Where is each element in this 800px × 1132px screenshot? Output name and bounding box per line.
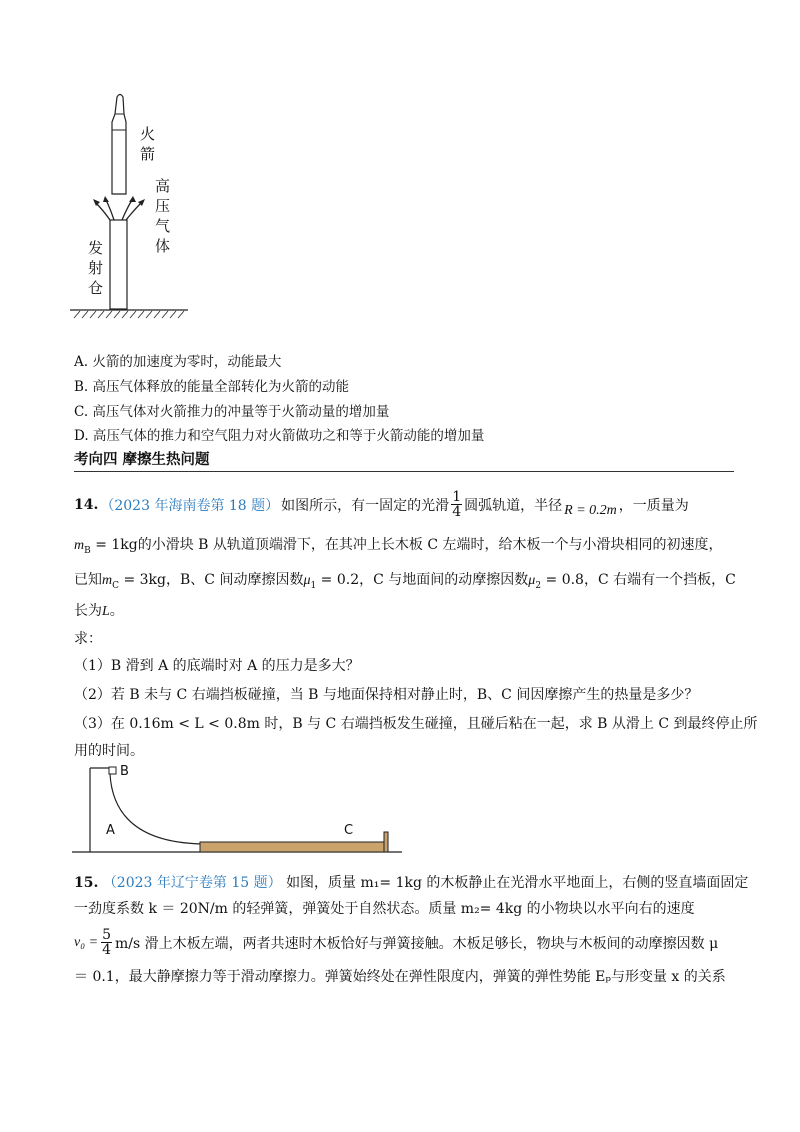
option-d: D. 高压气体的推力和空气阻力对火箭做功之和等于火箭动能的增加量 (74, 428, 485, 444)
q14-part1: （1）B 滑到 A 的底端时对 A 的压力是多大？ (74, 658, 360, 674)
velocity-fraction: $\frac{5}{4}$ (102, 927, 111, 958)
quarter-fraction: $\frac{1}{4}$ (452, 489, 462, 520)
q14-text: 如图所示，有一固定的光滑 (281, 497, 450, 514)
q15-line3: v₀ = $\frac{5}{4}$ m/s 滑上木板左端，两者共速时木板恰好与弹簧接触。木板足够长，物块与木板间的动摩擦因数 μ (74, 927, 719, 958)
gas-label: 高 压 气 体 (155, 177, 171, 255)
q15-source: （2023 年辽宁卷第 15 题） (102, 875, 282, 891)
rocket-label: 火 箭 (140, 125, 156, 163)
q14-number: 14. (74, 496, 99, 513)
q15-line1: 15. （2023 年辽宁卷第 15 题） 如图，质量 m₁= 1kg 的木板静止在光滑水平地面上，右侧的竖直墙面固定 (74, 875, 749, 891)
q14-text: ，一质量为 (618, 497, 689, 514)
label-b: B (120, 764, 129, 779)
q15-number: 15. (74, 875, 99, 891)
section-heading: 考向四 摩擦生热问题 (74, 448, 734, 472)
option-b: B. 高压气体释放的能量全部转化为火箭的动能 (74, 379, 350, 395)
q14-text: 圆弧轨道，半径 (464, 497, 563, 514)
q14-part2: （2）若 B 未与 C 右端挡板碰撞，当 B 与地面保持相对静止时，B、C 间因摩擦产生的热量是多少？ (74, 687, 699, 703)
label-c: C (344, 823, 354, 838)
q15-line2: 一劲度系数 k ＝ 20N/m 的轻弹簧，弹簧处于自然状态。质量 m₂= 4kg 的小物块以水平向右的速度 (74, 901, 695, 917)
q14-part3: （3）在 0.16m < L < 0.8m 时，B 与 C 右端挡板发生碰撞，且碰后粘在一起，求 B 从滑上 C 到最终停止所 (74, 716, 758, 732)
q14-line3: 已知$m_C = 3kg$，B、C 间动摩擦因数$\mu_1 = 0.2$，C 与地面间的动摩擦因数$\mu_2 = 0.8$，C 右端有一个挡板，C (74, 572, 736, 591)
q14-line4: 长为L。 (74, 603, 124, 619)
label-a: A (106, 823, 115, 838)
option-c: C. 高压气体对火箭推力的冲量等于火箭动量的增加量 (74, 404, 390, 420)
q14-line1 (74, 490, 689, 519)
q15-line4: ＝ 0.1，最大静摩擦力等于滑动摩擦力。弹簧始终处在弹性限度内，弹簧的弹性势能 Eₚ与形变量 x 的关系 (74, 969, 726, 985)
option-a: A. 火箭的加速度为零时，动能最大 (74, 354, 282, 370)
q14-part3-cont: 用的时间。 (74, 743, 144, 759)
q14-source: （2023 年海南卷第 18 题） (100, 497, 280, 514)
chamber-label: 发 射 仓 (88, 239, 104, 297)
radius-value: R = 0.2m (564, 502, 617, 518)
q14-ask: 求： (74, 631, 102, 647)
q14-line2: $m_B = 1kg$的小滑块 B 从轨道顶端滑下，在其冲上长木板 C 左端时，给木板一个与小滑块相同的初速度， (74, 537, 723, 556)
